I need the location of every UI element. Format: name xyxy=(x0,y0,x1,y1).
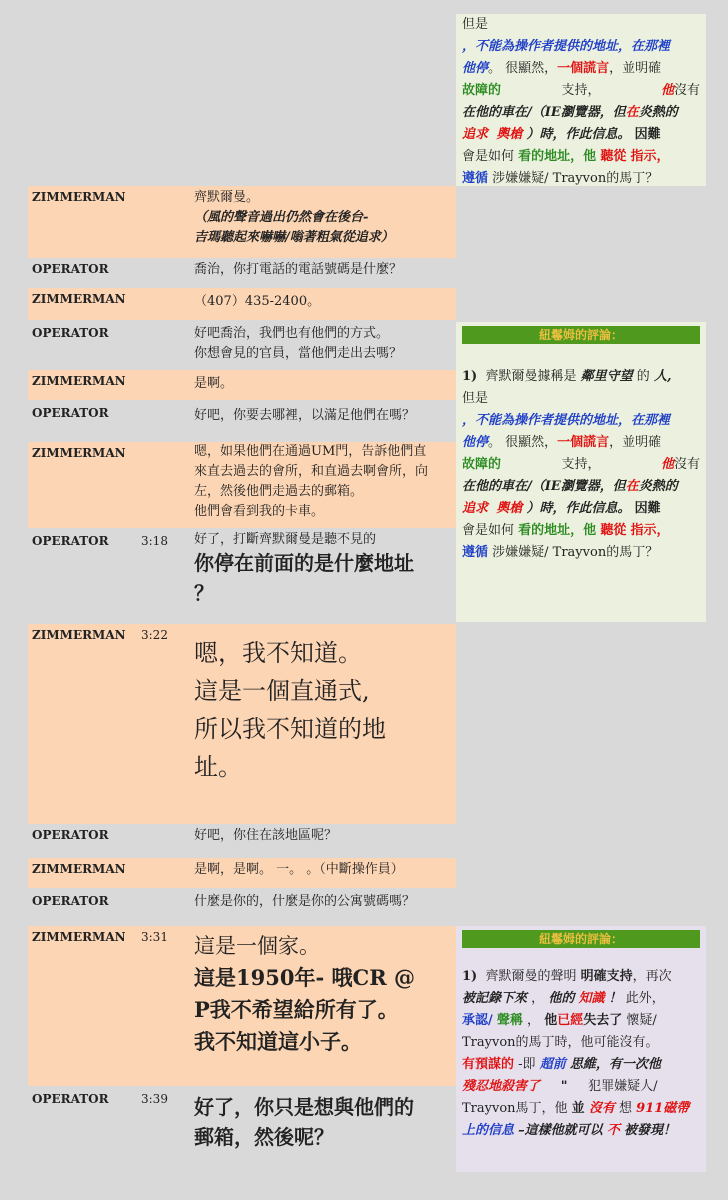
dialogue-text: 是啊。 xyxy=(194,376,234,391)
transcript-row xyxy=(28,890,456,924)
transcript-row xyxy=(28,258,456,286)
dialogue-text: 是啊，是啊。 一。 。（中斷操作員） xyxy=(194,862,404,877)
speaker-label: OPERATOR xyxy=(32,406,109,420)
transcript-row xyxy=(28,288,456,320)
dialogue-text: 好吧喬治，我們也有他們的方式。 你想會見的官員，當他們走出去嗎？ xyxy=(194,326,403,361)
dialogue-text: 齊默爾曼。 （風的聲音過出仍然會在後台- 吉瑪聽起來嚇嚇/嗡著粗氣從追求） xyxy=(194,190,394,245)
timestamp: 3:22 xyxy=(141,628,168,642)
speaker-label: OPERATOR xyxy=(32,894,109,908)
dialogue-text: 這是一個家。 這是1950年- 哦CR @ P我不希望給所有了。 我不知道這小子。 xyxy=(194,934,415,1054)
comment-text-middle: 1) 齊默爾曼據稱是 鄰里守望 的 人, 但是 ，不能為操作者提供的地址，在那裡 他停。 很顯然，一個謊言，並明確 故障的 支持， 他沒有 在他的車在/（IE瀏覽器，但在炎熱的 追求 輿槍 ）時，作此信息。 因難 會是如何 看的地址，他 聽從 指示， 遵循 涉嫌嫌疑/ Trayvon的馬丁？ xyxy=(462,369,700,560)
speaker-label: ZIMMERMAN xyxy=(32,628,126,642)
comment-box-bottom xyxy=(456,926,706,1172)
speaker-label: ZIMMERMAN xyxy=(32,446,126,460)
dialogue-text: 什麼是你的，什麼是你的公寓號碼嗎？ xyxy=(194,894,416,909)
transcript-row xyxy=(28,858,456,888)
speaker-label: ZIMMERMAN xyxy=(32,930,126,944)
transcript-row xyxy=(28,442,456,528)
speaker-label: ZIMMERMAN xyxy=(32,374,126,388)
timestamp: 3:39 xyxy=(141,1092,168,1106)
speaker-label: ZIMMERMAN xyxy=(32,190,126,204)
transcript-row xyxy=(28,370,456,400)
transcript-row xyxy=(28,322,456,368)
dialogue-text: （407）435-2400。 xyxy=(194,294,321,309)
speaker-label: OPERATOR xyxy=(32,262,109,276)
dialogue-text: 好吧，你要去哪裡，以滿足他們在嗎？ xyxy=(194,408,416,423)
transcript-row xyxy=(28,402,456,442)
timestamp: 3:31 xyxy=(141,930,168,944)
comment-header: 紐鬈姆的評論： xyxy=(462,326,700,344)
speaker-label: OPERATOR xyxy=(32,828,109,842)
transcript-row xyxy=(28,1088,456,1198)
dialogue-text: 好了，你只是想與他們的 郵箱，然後呢？ xyxy=(194,1095,414,1149)
comment-header: 紐鬈姆的評論： xyxy=(462,930,700,948)
transcript-row xyxy=(28,186,456,258)
speaker-label: OPERATOR xyxy=(32,534,109,548)
speaker-label: ZIMMERMAN xyxy=(32,292,126,306)
transcript-row xyxy=(28,926,456,1086)
transcript-row xyxy=(28,824,456,856)
speaker-label: ZIMMERMAN xyxy=(32,862,126,876)
comment-text-top: 但是 ，不能為操作者提供的地址，在那裡 他停。 很顯然，一個謊言，並明確 故障的 支持， 他沒有 在他的車在/（IE瀏覽器，但在炎熱的 追求 輿槍 ）時，作此信息。 因難 會是如何 看的地址，他 聽從 指示， 遵循 涉嫌嫌疑/ Trayvon的馬丁？ xyxy=(462,17,700,186)
speaker-label: OPERATOR xyxy=(32,326,109,340)
comment-box-middle xyxy=(456,322,706,622)
speaker-label: OPERATOR xyxy=(32,1092,109,1106)
dialogue-emphasis: 你停在前面的是什麼地址 ？ xyxy=(194,551,414,605)
transcript-row xyxy=(28,530,456,624)
dialogue-text: 喬治，你打電話的電話號碼是什麼？ xyxy=(194,262,403,277)
dialogue-text: 好吧，你住在該地區呢？ xyxy=(194,828,338,843)
dialogue-text: 嗯，我不知道。 這是一個直通式, 所以我不知道的地 址。 xyxy=(194,639,386,781)
dialogue-text: 好了，打斷齊默爾曼是聽不見的 xyxy=(194,532,377,547)
dialogue-text: 嗯，如果他們在通過UM門，告訴他們直 來直去過去的會所，和直過去啊會所，向 左，然後他們走過去的郵箱。 他們會看到我的卡車。 xyxy=(194,444,429,519)
transcript-row xyxy=(28,624,456,824)
comment-box-top xyxy=(456,14,706,186)
comment-text-bottom: 1) 齊默爾曼的聲明 明確支持，再次 被記錄下來 ， 他的 知識 ！ 此外， 承認/ 聲稱 ， 他已經失去了 懷疑/ Trayvon的馬丁時，他可能沒有。 有預謀的 -即 超前 思維，有一次他 殘忍地殺害了 " 犯罪嫌疑人/ Trayvon馬丁，他 並 沒有 想 911磁帶 上的信息 –這樣他就可以 不 被發現！ xyxy=(462,969,690,1138)
timestamp: 3:18 xyxy=(141,534,168,548)
